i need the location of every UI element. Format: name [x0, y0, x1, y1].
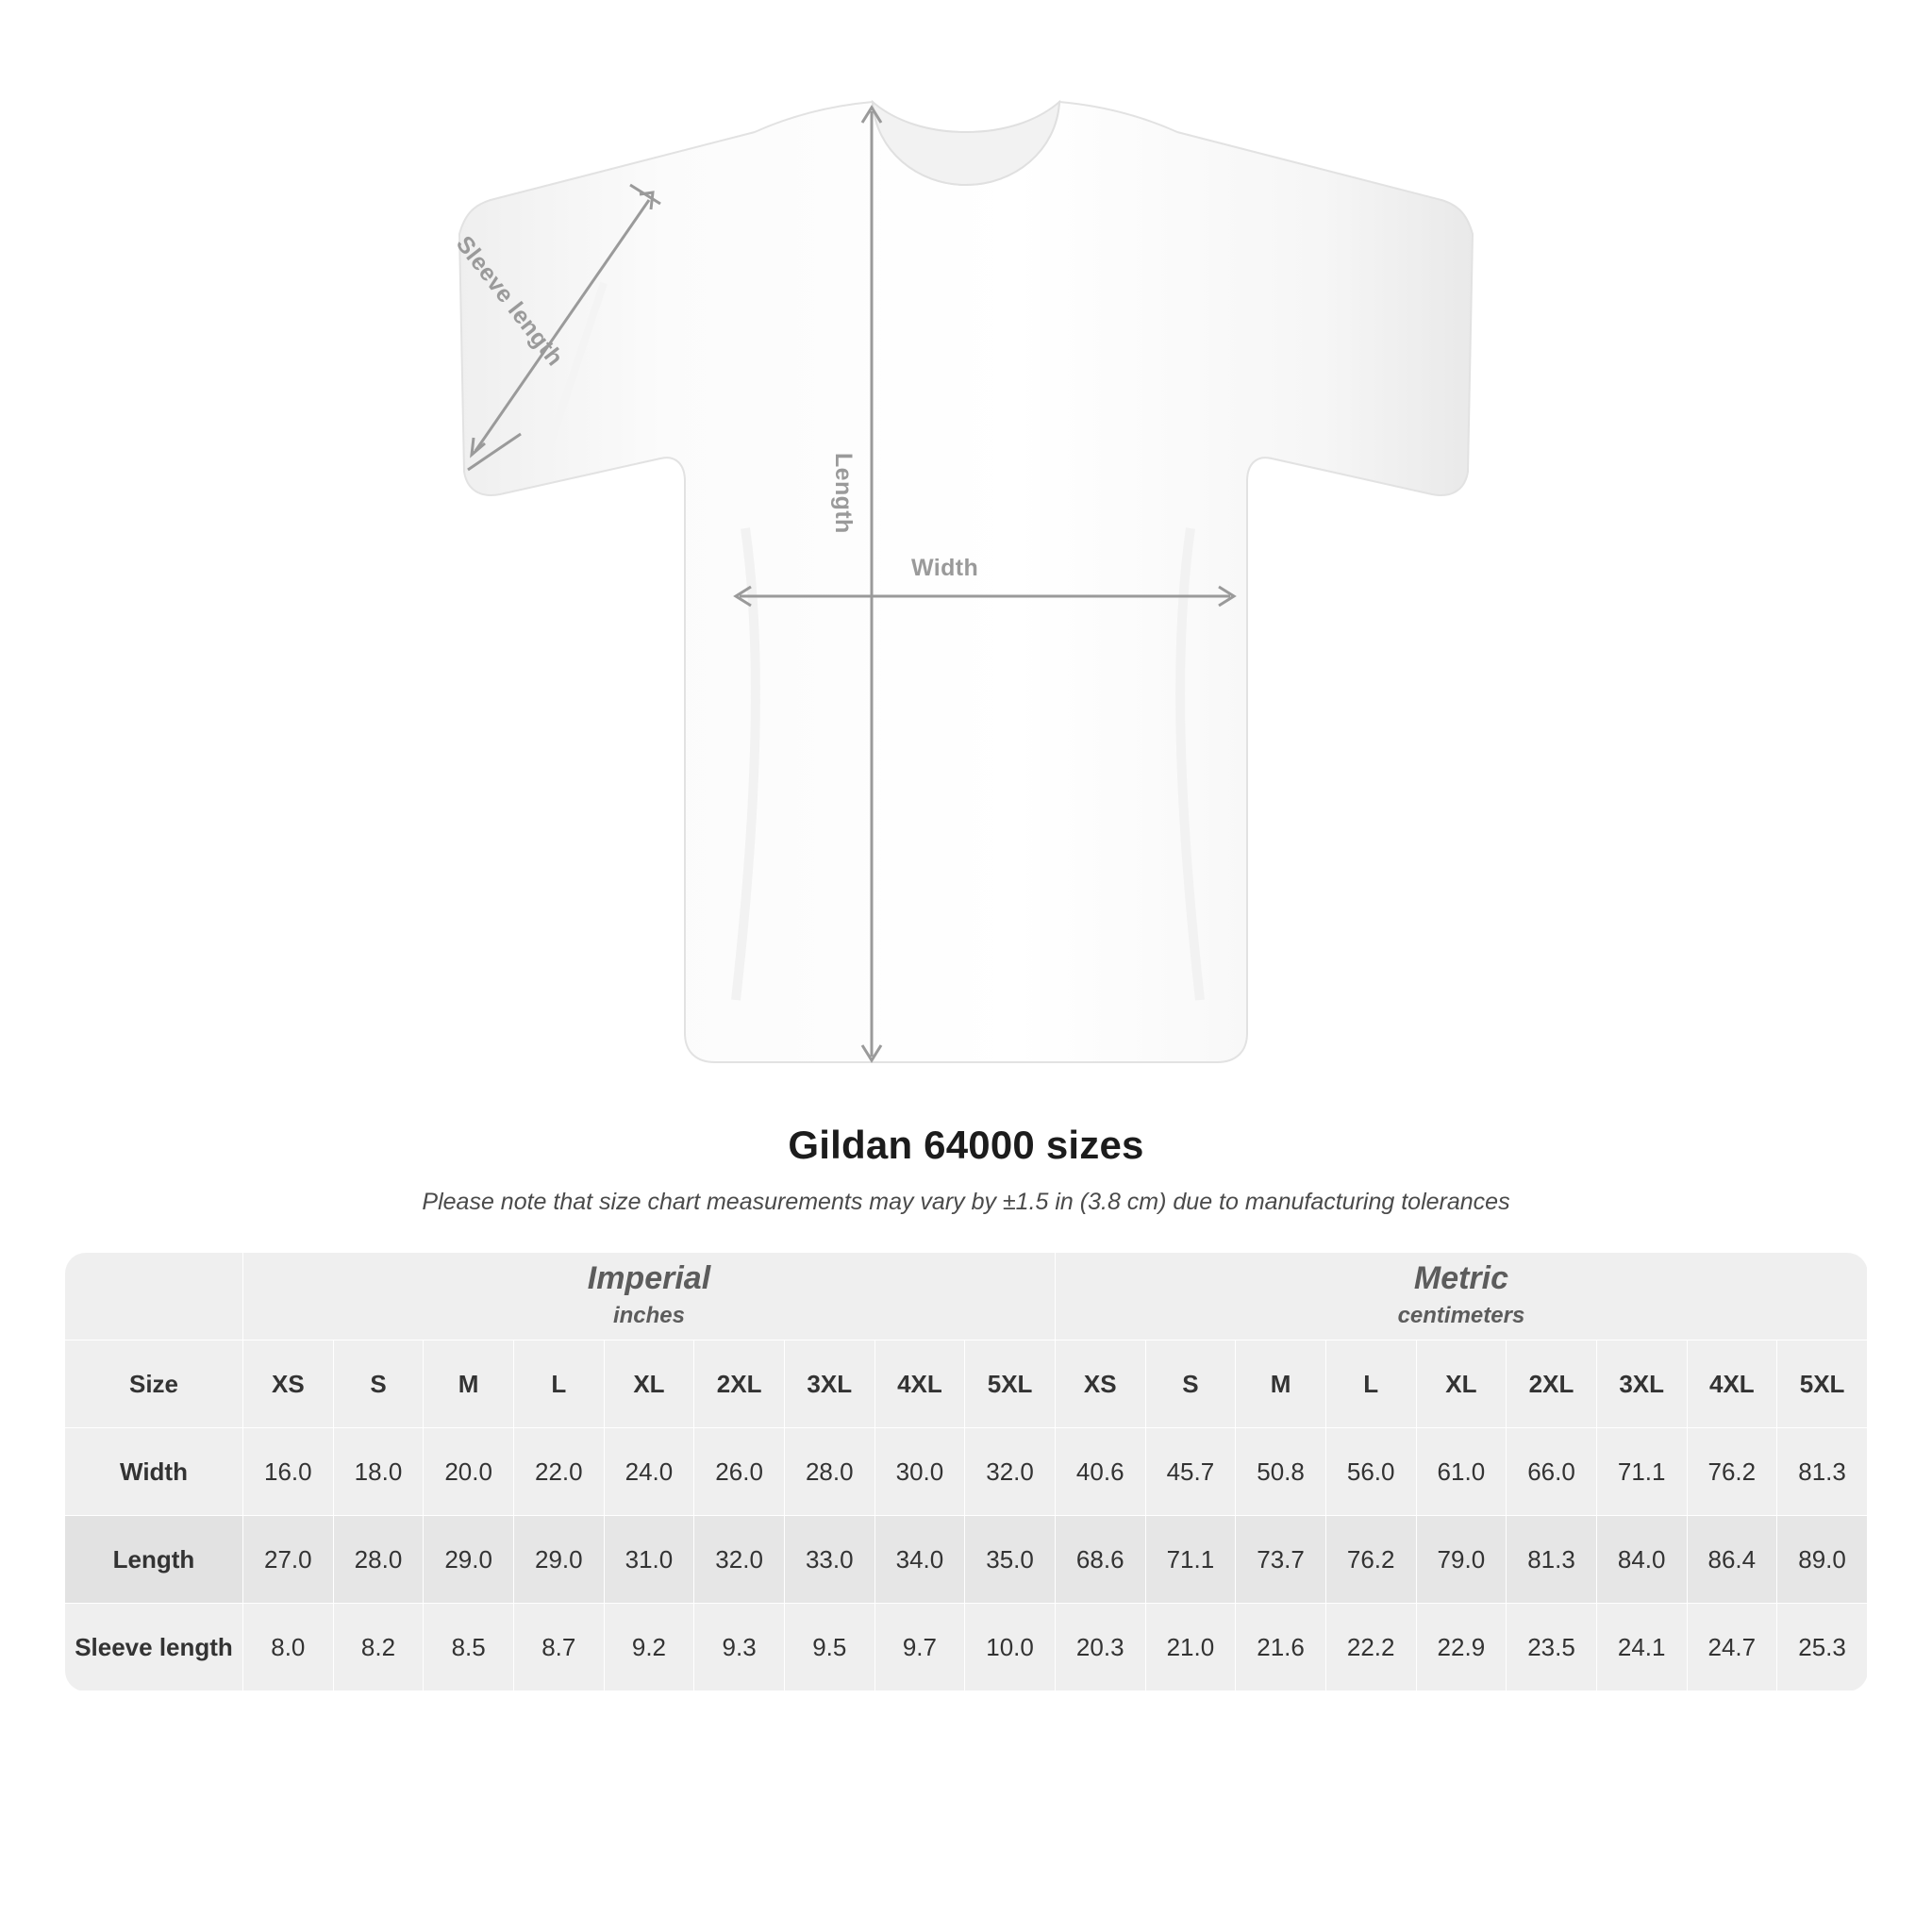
cell-width-5: 26.0: [694, 1428, 785, 1516]
cell-sleeve-7: 9.7: [874, 1604, 965, 1691]
cell-length-4: 31.0: [604, 1516, 694, 1604]
cell-sleeve-6: 9.5: [784, 1604, 874, 1691]
cell-sleeve-12: 22.2: [1325, 1604, 1416, 1691]
column-header-l-metric: L: [1325, 1341, 1416, 1428]
cell-length-13: 79.0: [1416, 1516, 1507, 1604]
width-label: Width: [911, 555, 979, 581]
cell-sleeve-16: 24.7: [1687, 1604, 1777, 1691]
shirt-shape: [459, 102, 1473, 1062]
column-header-3xl-metric: 3XL: [1596, 1341, 1687, 1428]
column-header-l-imperial: L: [513, 1341, 604, 1428]
cell-length-5: 32.0: [694, 1516, 785, 1604]
row-header-width: Width: [65, 1428, 243, 1516]
cell-length-0: 27.0: [243, 1516, 334, 1604]
column-header-s-imperial: S: [333, 1341, 424, 1428]
table-corner-cell: [65, 1253, 243, 1341]
column-header-m-metric: M: [1236, 1341, 1326, 1428]
sleeve-length-label: Sleeve length: [450, 231, 569, 372]
cell-length-3: 29.0: [513, 1516, 604, 1604]
cell-width-7: 30.0: [874, 1428, 965, 1516]
cell-sleeve-0: 8.0: [243, 1604, 334, 1691]
cell-length-16: 86.4: [1687, 1516, 1777, 1604]
cell-sleeve-15: 24.1: [1596, 1604, 1687, 1691]
table-row: [65, 1428, 1868, 1516]
cell-width-6: 28.0: [784, 1428, 874, 1516]
column-header-xl-imperial: XL: [604, 1341, 694, 1428]
cell-length-17: 89.0: [1777, 1516, 1868, 1604]
cell-length-15: 84.0: [1596, 1516, 1687, 1604]
cell-sleeve-13: 22.9: [1416, 1604, 1507, 1691]
cell-width-15: 71.1: [1596, 1428, 1687, 1516]
cell-width-11: 50.8: [1236, 1428, 1326, 1516]
title-block: [0, 1123, 1932, 1216]
cell-length-7: 34.0: [874, 1516, 965, 1604]
column-header-xs-metric: XS: [1055, 1341, 1145, 1428]
cell-sleeve-14: 23.5: [1507, 1604, 1597, 1691]
cell-length-12: 76.2: [1325, 1516, 1416, 1604]
unit-group-metric-label: Metric: [1413, 1259, 1509, 1296]
cell-sleeve-4: 9.2: [604, 1604, 694, 1691]
column-header-xl-metric: XL: [1416, 1341, 1507, 1428]
cell-width-2: 20.0: [424, 1428, 514, 1516]
row-header-sleeve-length: Sleeve length: [65, 1604, 243, 1691]
column-header-2xl-imperial: 2XL: [694, 1341, 785, 1428]
size-header-row: [65, 1341, 1868, 1428]
tolerance-note: Please note that size chart measurements may vary by ±1.5 in (3.8 cm) due to manufacturing tolerances: [422, 1189, 1510, 1215]
cell-width-9: 40.6: [1055, 1428, 1145, 1516]
length-label: Length: [830, 453, 857, 534]
cell-length-11: 73.7: [1236, 1516, 1326, 1604]
cell-length-6: 33.0: [784, 1516, 874, 1604]
cell-width-17: 81.3: [1777, 1428, 1868, 1516]
cell-sleeve-10: 21.0: [1145, 1604, 1236, 1691]
size-table: [64, 1252, 1868, 1691]
cell-length-10: 71.1: [1145, 1516, 1236, 1604]
unit-group-imperial-label: Imperial: [587, 1259, 711, 1296]
cell-sleeve-11: 21.6: [1236, 1604, 1326, 1691]
cell-width-1: 18.0: [333, 1428, 424, 1516]
column-header-s-metric: S: [1145, 1341, 1236, 1428]
cell-width-13: 61.0: [1416, 1428, 1507, 1516]
cell-width-4: 24.0: [604, 1428, 694, 1516]
cell-sleeve-3: 8.7: [513, 1604, 604, 1691]
column-header-size: Size: [65, 1341, 243, 1428]
column-header-5xl-imperial: 5XL: [965, 1341, 1056, 1428]
column-header-4xl-metric: 4XL: [1687, 1341, 1777, 1428]
cell-sleeve-1: 8.2: [333, 1604, 424, 1691]
cell-width-12: 56.0: [1325, 1428, 1416, 1516]
cell-sleeve-5: 9.3: [694, 1604, 785, 1691]
cell-length-1: 28.0: [333, 1516, 424, 1604]
size-table-wrapper: [64, 1252, 1868, 1691]
unit-group-metric-sub: centimeters: [1397, 1303, 1525, 1329]
cell-width-3: 22.0: [513, 1428, 604, 1516]
cell-sleeve-9: 20.3: [1055, 1604, 1145, 1691]
unit-group-metric: [1055, 1253, 1867, 1341]
cell-length-14: 81.3: [1507, 1516, 1597, 1604]
unit-group-row: [65, 1253, 1868, 1341]
cell-length-8: 35.0: [965, 1516, 1056, 1604]
unit-group-imperial-sub: inches: [612, 1303, 685, 1329]
cell-length-2: 29.0: [424, 1516, 514, 1604]
column-header-4xl-imperial: 4XL: [874, 1341, 965, 1428]
cell-length-9: 68.6: [1055, 1516, 1145, 1604]
cell-width-10: 45.7: [1145, 1428, 1236, 1516]
cell-sleeve-8: 10.0: [965, 1604, 1056, 1691]
cell-sleeve-17: 25.3: [1777, 1604, 1868, 1691]
page-title: Gildan 64000 sizes: [788, 1123, 1144, 1167]
column-header-3xl-imperial: 3XL: [784, 1341, 874, 1428]
column-header-m-imperial: M: [424, 1341, 514, 1428]
column-header-xs-imperial: XS: [243, 1341, 334, 1428]
table-row: [65, 1516, 1868, 1604]
cell-sleeve-2: 8.5: [424, 1604, 514, 1691]
cell-width-16: 76.2: [1687, 1428, 1777, 1516]
row-header-length: Length: [65, 1516, 243, 1604]
cell-width-8: 32.0: [965, 1428, 1056, 1516]
column-header-2xl-metric: 2XL: [1507, 1341, 1597, 1428]
column-header-5xl-metric: 5XL: [1777, 1341, 1868, 1428]
cell-width-0: 16.0: [243, 1428, 334, 1516]
table-row: [65, 1604, 1868, 1691]
cell-width-14: 66.0: [1507, 1428, 1597, 1516]
unit-group-imperial: [243, 1253, 1056, 1341]
